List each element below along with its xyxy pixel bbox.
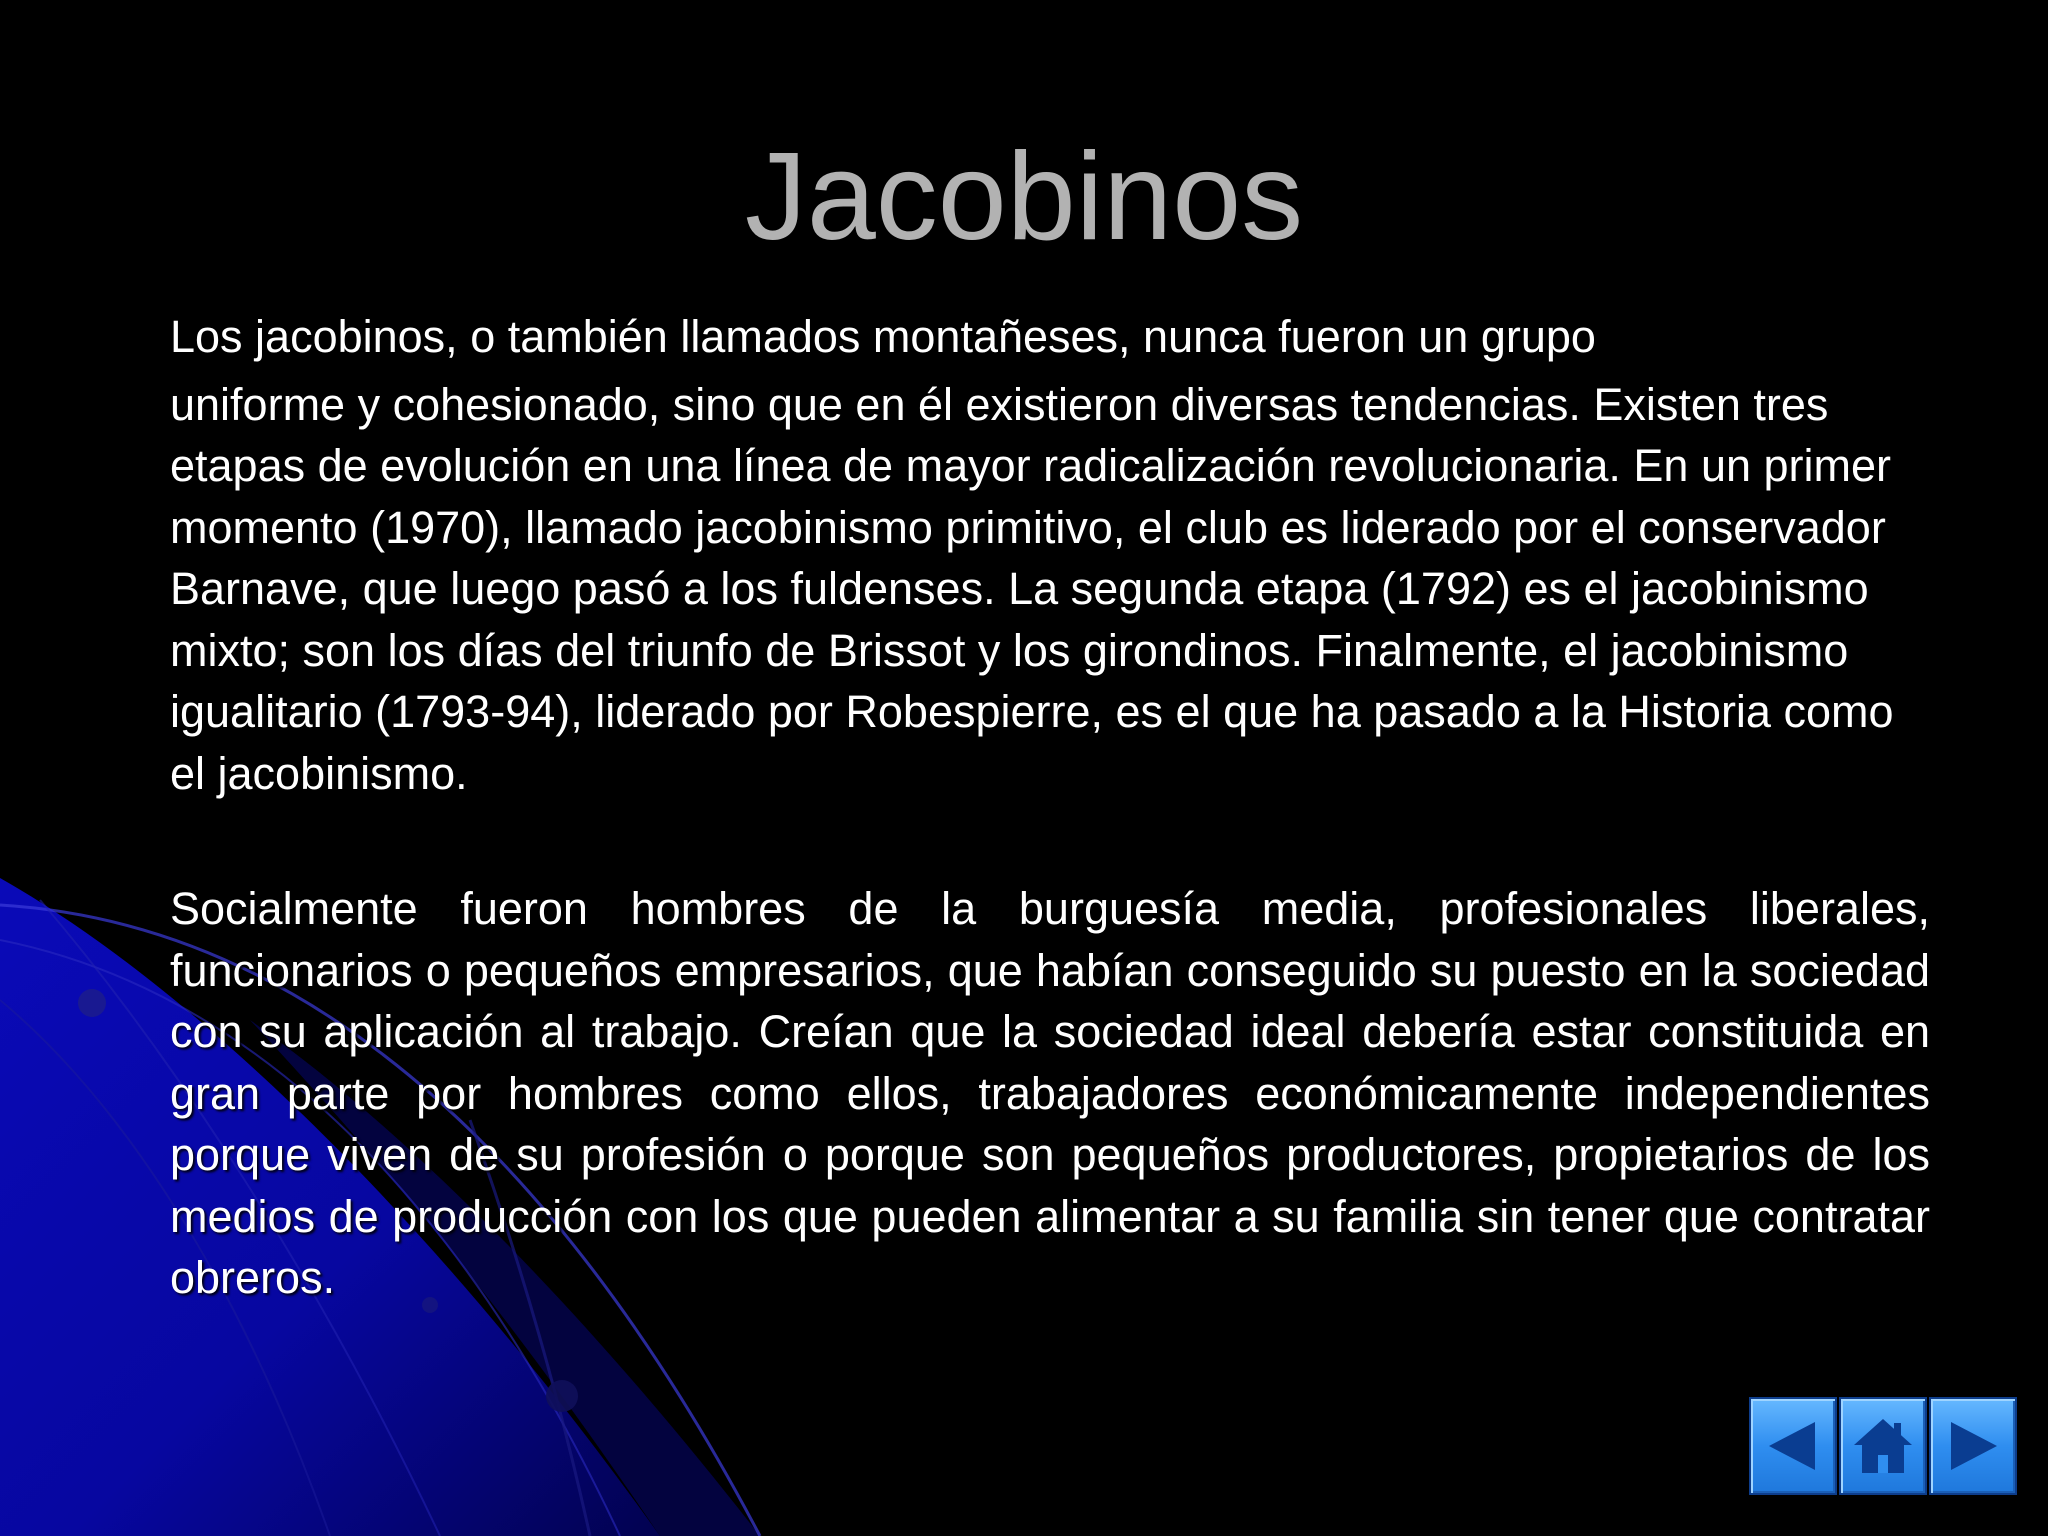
- slide-title: Jacobinos: [744, 128, 1304, 266]
- triangle-left-icon: [1763, 1416, 1823, 1476]
- paragraph-1: [170, 306, 1930, 804]
- home-icon: [1850, 1413, 1916, 1479]
- slide-navigation: [1749, 1397, 2017, 1493]
- next-slide-button[interactable]: [1929, 1397, 2017, 1495]
- paragraph-2: Socialmente fueron hombres de la burguesía media, profesionales liberales, funcionarios o pequeños empresarios, que habían conseguido su puesto en la sociedad con su aplicación al trabajo. Creían que la sociedad ideal debería estar constituida en gran parte por hombres como ellos, trabajadores económicamente independientes porque viven de su profesión o porque son pequeños productores, propietarios de los medios de producción con los que pueden alimentar a su familia sin tener que contratar obreros.: [170, 883, 1930, 1303]
- paragraph-1-rest: uniforme y cohesionado, sino que en él existieron diversas tendencias. Existen tres etapas de evolución en una línea de mayor radicalización revolucionaria. En un primer momento (1970), llamado jacobinismo primitivo, el club es liderado por el conservador Barnave, que luego pasó a los fuldenses. La segunda etapa (1792) es el jacobinismo mixto; son los días del triunfo de Brissot y los girondinos. Finalmente, el jacobinismo igualitario (1793-94), liderado por Robespierre, es el que ha pasado a la Historia como el jacobinismo.: [170, 378, 1894, 799]
- home-button[interactable]: [1839, 1397, 1927, 1495]
- paragraph-1-first-line: Los jacobinos, o también llamados montañeses, nunca fueron un grupo: [170, 311, 1596, 362]
- triangle-right-icon: [1943, 1416, 2003, 1476]
- previous-slide-button[interactable]: [1749, 1397, 1837, 1495]
